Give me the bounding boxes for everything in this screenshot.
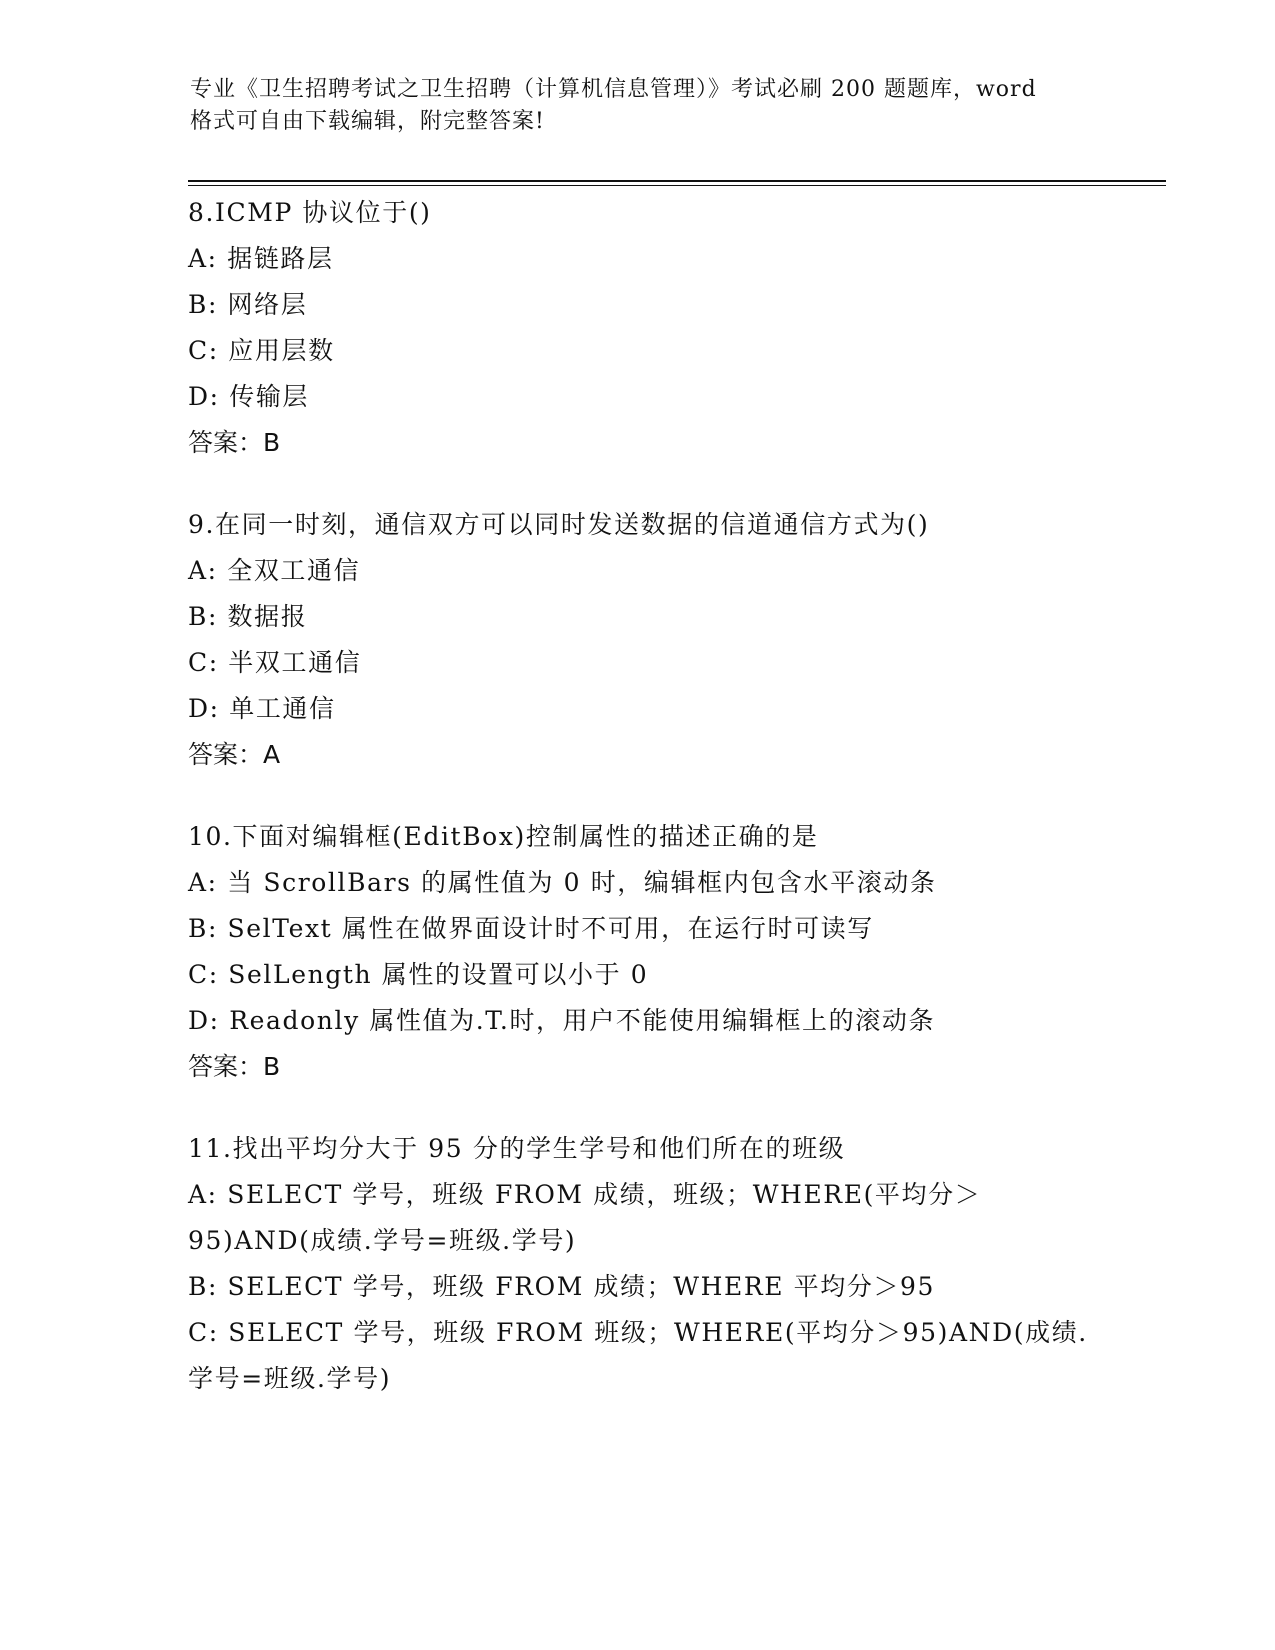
option-d: D: Readonly 属性值为.T.时，用户不能使用编辑框上的滚动条: [188, 1006, 936, 1035]
option-d: D: 传输层: [188, 382, 310, 411]
answer-label: 答案：B: [188, 428, 281, 457]
header-line-2: 格式可自由下载编辑，附完整答案!: [190, 109, 545, 134]
question-10: [188, 814, 1093, 1090]
option-b: B: 数据报: [188, 602, 308, 631]
option-a: A: SELECT 学号，班级 FROM 成绩，班级；WHERE(平均分＞95)AND(成绩.学号=班级.学号): [188, 1180, 982, 1255]
option-b: B: SelText 属性在做界面设计时不可用，在运行时可读写: [188, 914, 874, 943]
option-a: A: 据链路层: [188, 244, 334, 273]
header-rule-thin: [188, 185, 1166, 186]
option-d: D: 单工通信: [188, 694, 336, 723]
question-stem: 10.下面对编辑框(EditBox)控制属性的描述正确的是: [188, 822, 819, 851]
question-stem: 11.找出平均分大于 95 分的学生学号和他们所在的班级: [188, 1134, 846, 1163]
question-stem: 9.在同一时刻，通信双方可以同时发送数据的信道通信方式为(): [188, 510, 930, 539]
option-a: A: 全双工通信: [188, 556, 361, 585]
option-c: C: SelLength 属性的设置可以小于 0: [188, 960, 649, 989]
answer-label: 答案：B: [188, 1052, 281, 1081]
question-8: [188, 190, 1093, 466]
question-11: [188, 1126, 1093, 1402]
option-a: A: 当 ScrollBars 的属性值为 0 时，编辑框内包含水平滚动条: [188, 868, 937, 897]
question-9: [188, 502, 1093, 778]
header-rule-thick: [188, 180, 1166, 182]
answer-label: 答案：A: [188, 740, 281, 769]
option-c: C: 应用层数: [188, 336, 335, 365]
question-stem: 8.ICMP 协议位于(): [188, 198, 432, 227]
header-line-1: 专业《卫生招聘考试之卫生招聘（计算机信息管理）》考试必刷 200 题题库，word: [190, 77, 1037, 102]
question-list: [188, 190, 1093, 1438]
option-b: B: SELECT 学号，班级 FROM 成绩；WHERE 平均分＞95: [188, 1272, 936, 1301]
option-b: B: 网络层: [188, 290, 308, 319]
document-header: [190, 74, 1095, 138]
option-c: C: 半双工通信: [188, 648, 362, 677]
option-c: C: SELECT 学号，班级 FROM 班级；WHERE(平均分＞95)AND(成绩.学号=班级.学号): [188, 1318, 1088, 1393]
